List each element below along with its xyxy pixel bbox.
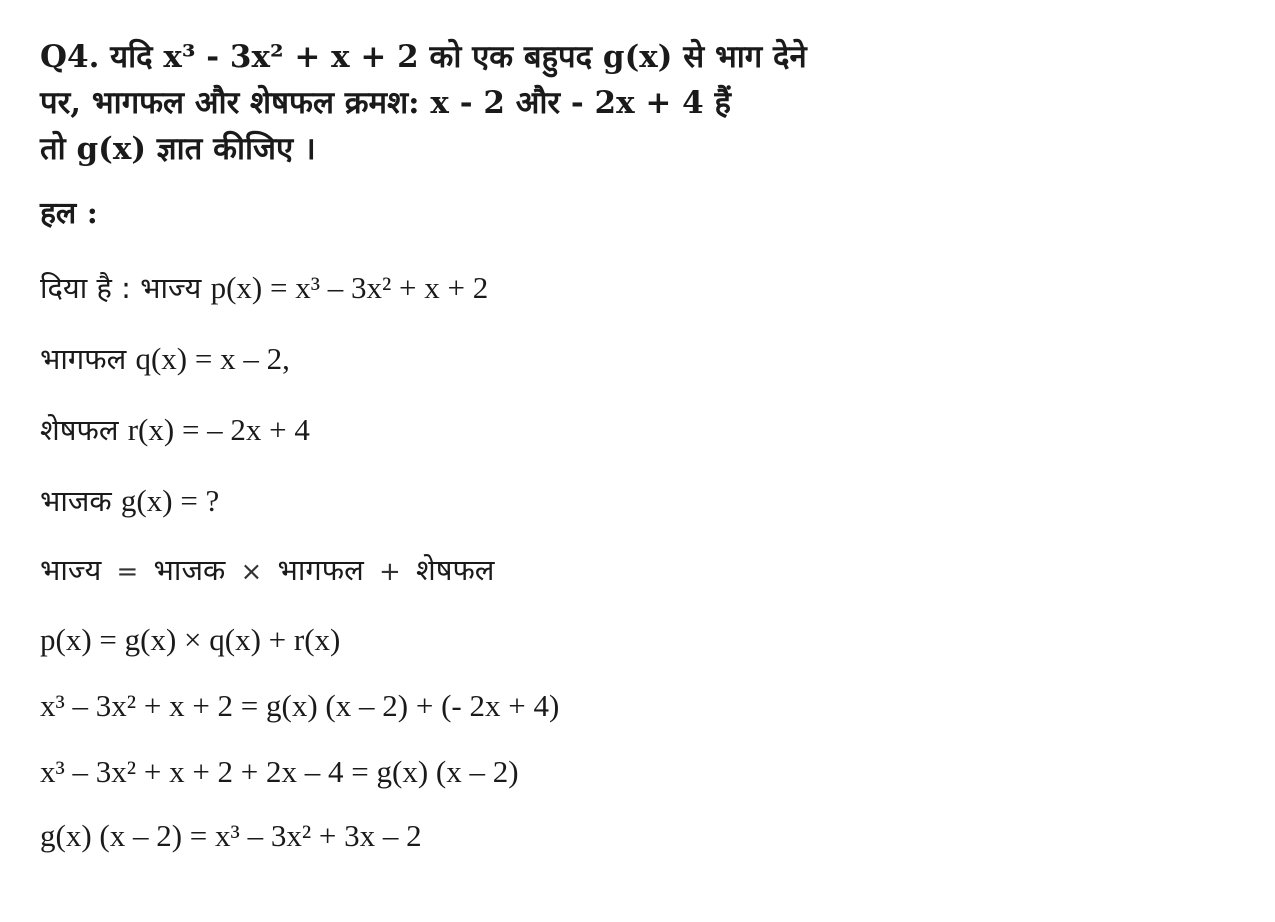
equation-3-text: x³ – 3x² + x + 2 + 2x – 4 = g(x) (x – 2) [40, 754, 519, 789]
given-step [40, 268, 488, 308]
question-line-1: Q4. यदि x³ - 3x² + x + 2 को एक बहुपद g(x) से भाग देने [40, 39, 807, 75]
remainder-label: शेषफल [40, 413, 119, 447]
equation-3 [40, 752, 519, 792]
formula-divisor: भाजक [153, 553, 226, 587]
formula-dividend: भाज्य [40, 553, 102, 587]
divisor-step [40, 481, 219, 521]
formula-plus-sign: + [378, 557, 401, 587]
formula-equals-sign: = [116, 557, 139, 587]
solution-heading: हल : [40, 196, 98, 231]
equation-4 [40, 816, 422, 856]
quotient-step [40, 339, 290, 379]
divisor-label: भाजक [40, 484, 112, 518]
given-expression: p(x) = x³ – 3x² + x + 2 [210, 270, 489, 305]
formula-quotient: भागफल [277, 553, 364, 587]
equation-2-text: x³ – 3x² + x + 2 = g(x) (x – 2) + (- 2x + 4) [40, 688, 560, 723]
formula-remainder: शेषफल [415, 553, 495, 587]
question-text [40, 34, 900, 172]
quotient-label: भागफल [40, 342, 127, 376]
quotient-expression: q(x) = x – 2, [135, 341, 290, 376]
equation-2 [40, 686, 559, 726]
question-line-2: पर, भागफल और शेषफल क्रमश: x - 2 और - 2x + 4 हैं [40, 85, 731, 121]
division-formula [40, 550, 494, 592]
divisor-expression: g(x) = ? [120, 483, 220, 518]
remainder-step [40, 410, 310, 450]
question-line-3: तो g(x) ज्ञात कीजिए । [40, 131, 316, 167]
equation-4-text: g(x) (x – 2) = x³ – 3x² + 3x – 2 [40, 818, 422, 853]
formula-times-sign: × [240, 557, 263, 587]
remainder-expression: r(x) = – 2x + 4 [127, 412, 310, 447]
equation-1-text: p(x) = g(x) × q(x) + r(x) [40, 622, 341, 657]
given-label: दिया है : भाज्य [40, 271, 202, 305]
equation-1 [40, 620, 340, 660]
